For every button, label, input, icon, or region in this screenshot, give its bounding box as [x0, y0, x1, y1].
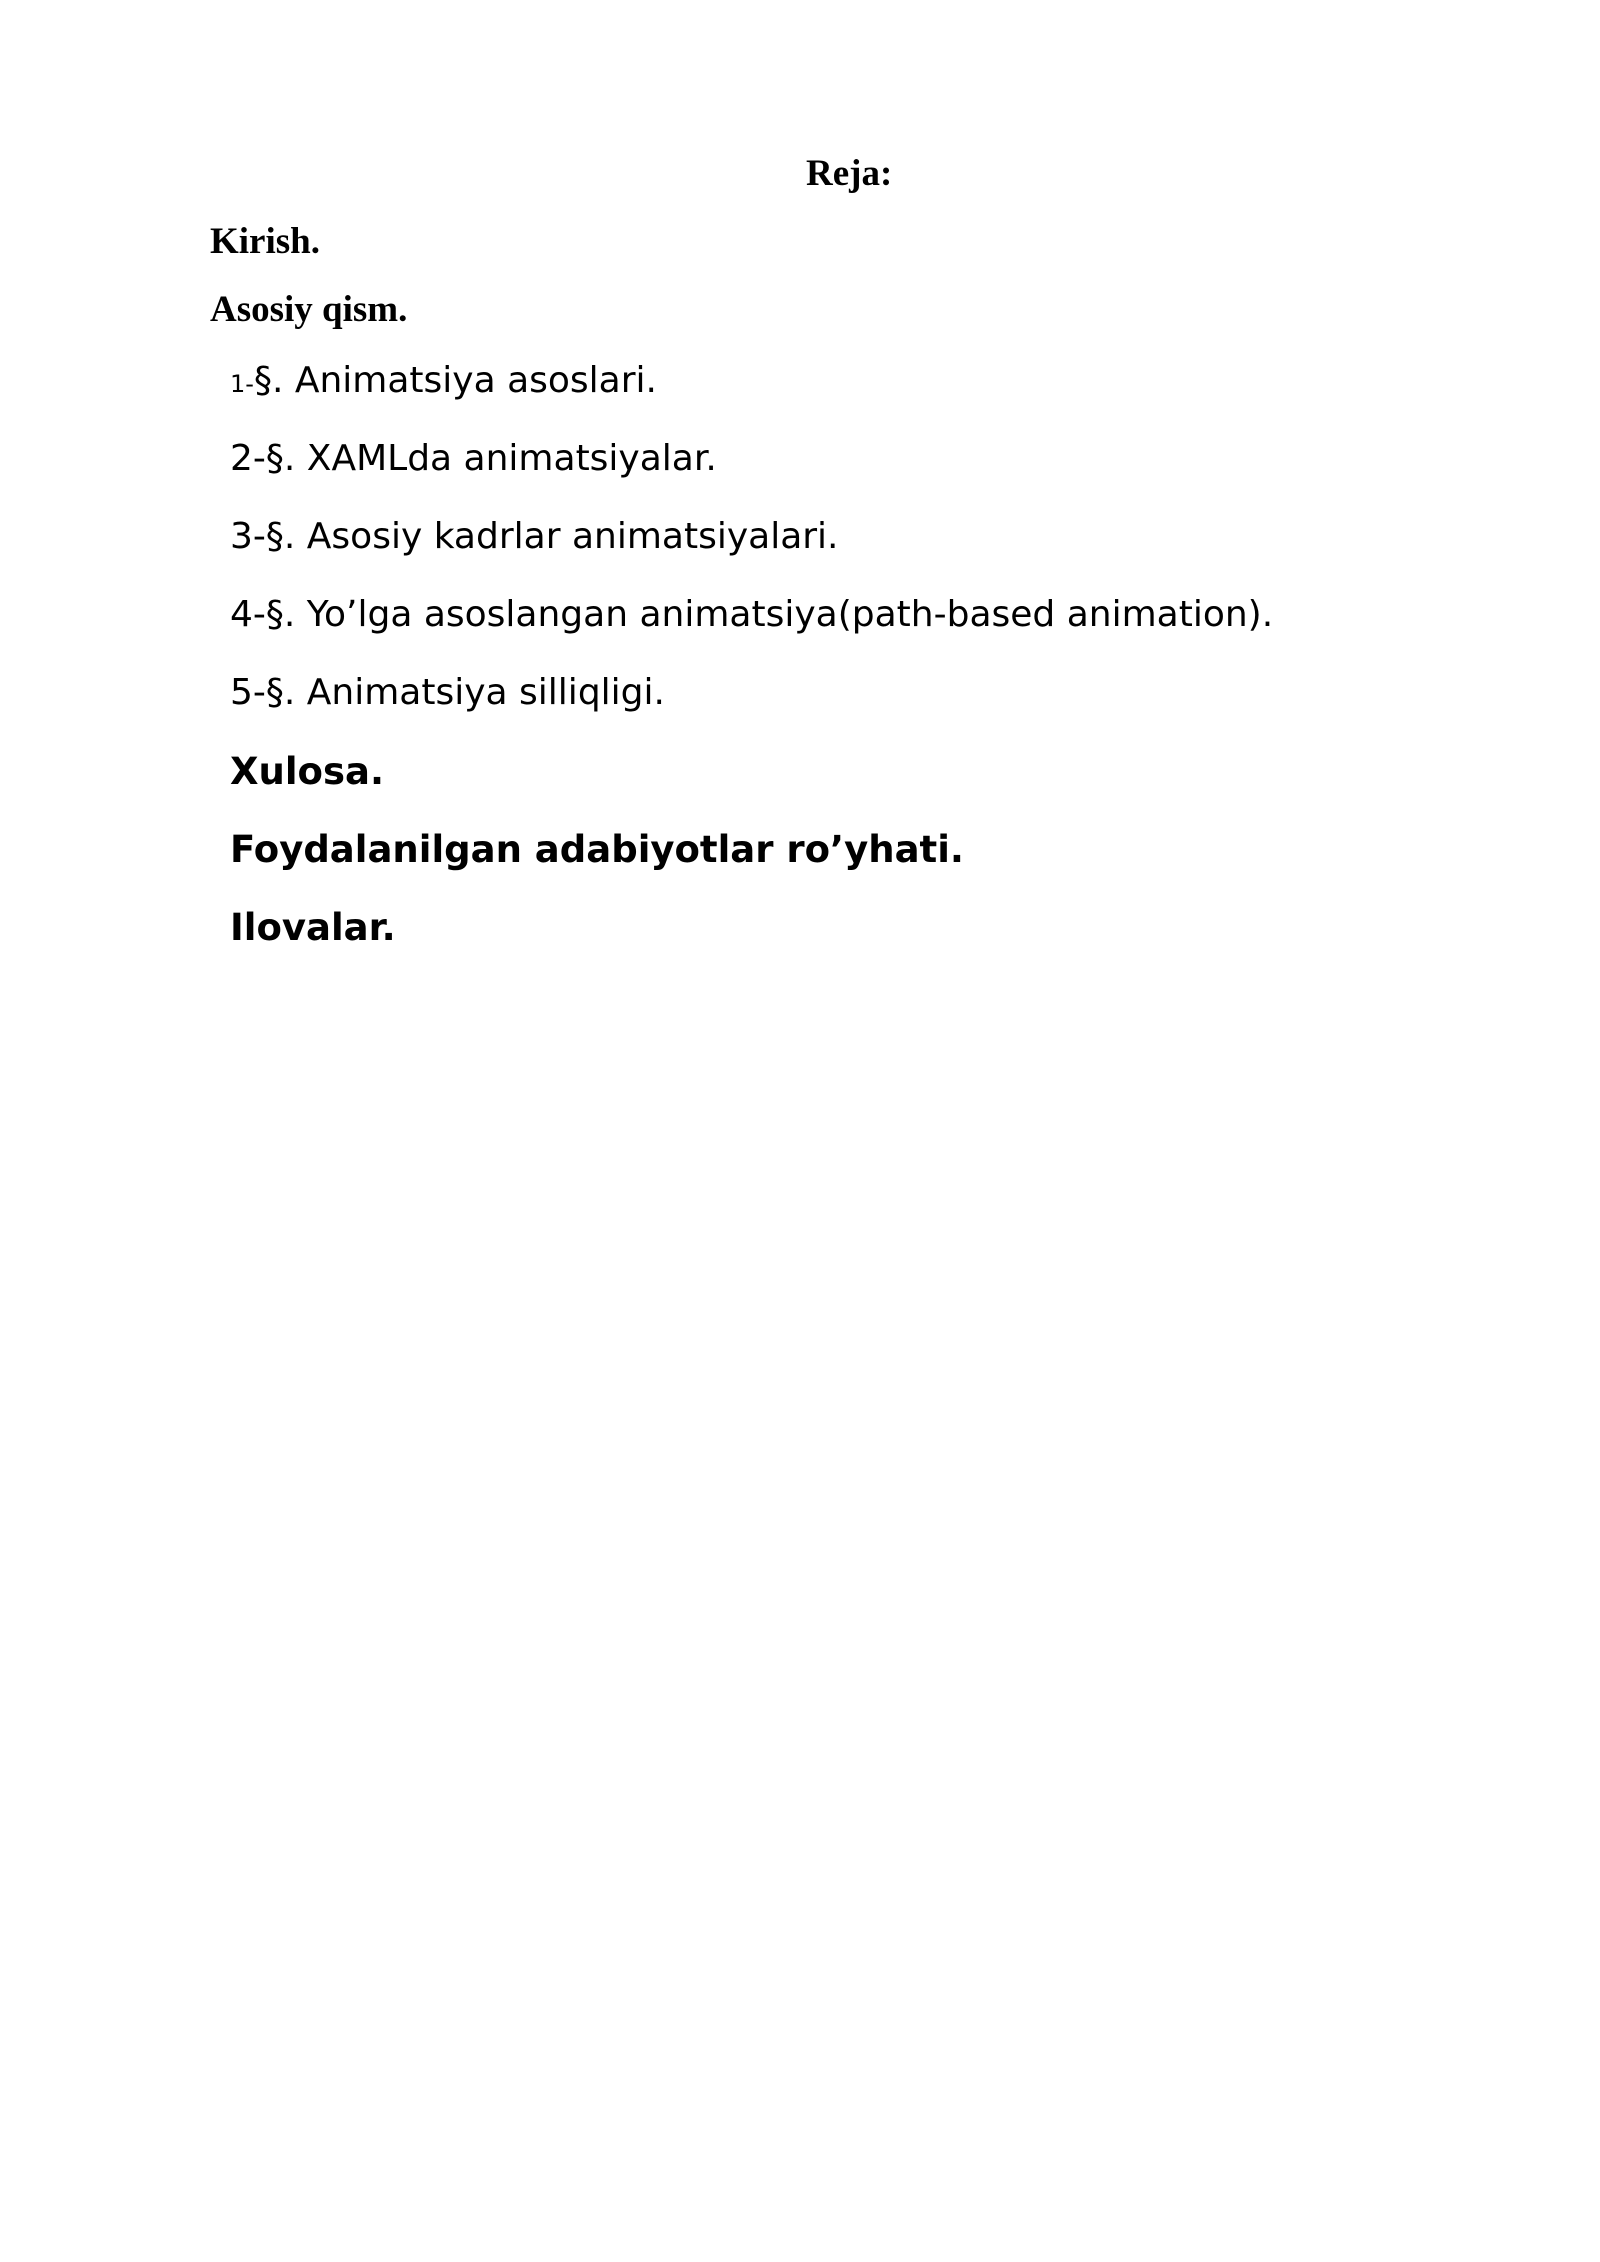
- section-item-2: [230, 438, 717, 479]
- page-title: Reja:: [806, 153, 893, 194]
- conclusion-heading: Xulosa.: [230, 750, 385, 793]
- references-heading: Foydalanilgan adabiyotlar ro’yhati.: [230, 828, 964, 871]
- section-number: 4-: [230, 594, 266, 635]
- section-item-5: [230, 672, 665, 713]
- section-number: 1-: [230, 370, 254, 398]
- section-item-3: [230, 516, 839, 557]
- section-item-4: [230, 594, 1273, 635]
- section-item-1: [230, 360, 657, 401]
- intro-heading: Kirish.: [210, 221, 320, 262]
- section-text: §. Asosiy kadrlar animatsiyalari.: [265, 516, 839, 557]
- section-number: 5-: [230, 672, 266, 713]
- section-text: §. Animatsiya silliqligi.: [265, 672, 665, 713]
- section-number: 3-: [230, 516, 266, 557]
- section-number: 2-: [230, 438, 266, 479]
- section-text: §. Yo’lga asoslangan animatsiya(path-based animation).: [265, 594, 1274, 635]
- appendices-heading: Ilovalar.: [230, 906, 396, 949]
- main-part-heading: Asosiy qism.: [210, 289, 408, 330]
- section-text: §. Animatsiya asoslari.: [253, 360, 657, 401]
- section-text: §. XAMLda animatsiyalar.: [265, 438, 717, 479]
